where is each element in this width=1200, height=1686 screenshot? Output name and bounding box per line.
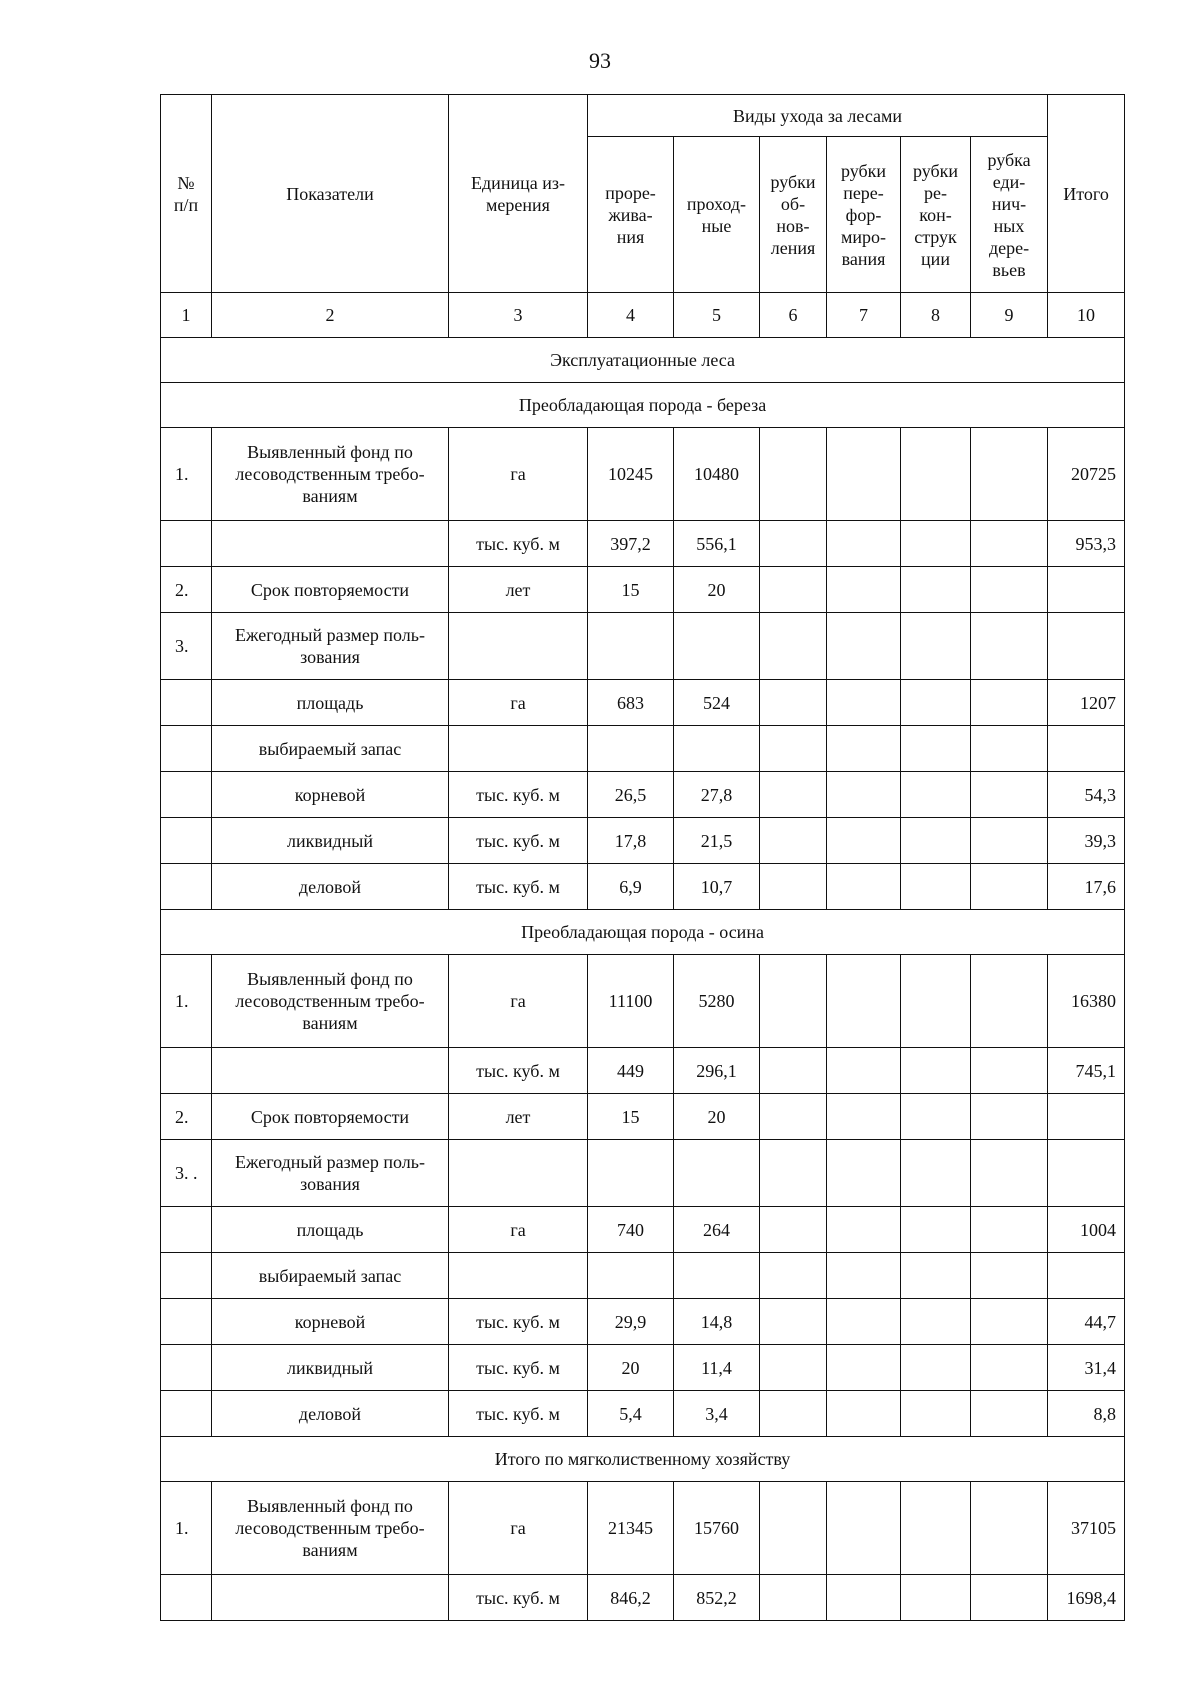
table-row <box>161 521 1125 567</box>
value-cell <box>901 680 971 726</box>
total-cell: 54,3 <box>1048 772 1125 818</box>
total-cell: 745,1 <box>1048 1048 1125 1094</box>
total-cell: 16380 <box>1048 955 1125 1048</box>
section-row-title: Преобладающая порода - береза <box>161 383 1125 428</box>
value-cell <box>827 1253 901 1299</box>
indicator-name: Выявленный фонд по лесоводственным требо- ваниям <box>212 1482 449 1575</box>
row-number <box>161 1299 212 1345</box>
indicator-name: Срок повторяемости <box>212 1094 449 1140</box>
value-cell: 10245 <box>588 428 674 521</box>
total-cell: 44,7 <box>1048 1299 1125 1345</box>
indicator-name: Выявленный фонд по лесоводственным требо- ваниям <box>212 428 449 521</box>
row-number: 1. <box>161 1482 212 1575</box>
value-cell <box>760 567 827 613</box>
value-cell <box>827 428 901 521</box>
column-number-2: 2 <box>212 293 449 338</box>
row-number <box>161 1575 212 1621</box>
value-cell <box>901 1391 971 1437</box>
value-cell <box>760 818 827 864</box>
value-cell <box>760 1482 827 1575</box>
row-number: 3. . <box>161 1140 212 1207</box>
value-cell <box>760 680 827 726</box>
value-cell: 3,4 <box>674 1391 760 1437</box>
total-cell: 39,3 <box>1048 818 1125 864</box>
value-cell: 740 <box>588 1207 674 1253</box>
value-cell <box>760 1207 827 1253</box>
unit-cell: лет <box>449 567 588 613</box>
value-cell: 27,8 <box>674 772 760 818</box>
unit-cell <box>449 613 588 680</box>
value-cell <box>971 818 1048 864</box>
value-cell <box>827 680 901 726</box>
value-cell: 524 <box>674 680 760 726</box>
column-number-5: 5 <box>674 293 760 338</box>
value-cell: 11,4 <box>674 1345 760 1391</box>
value-cell <box>971 1094 1048 1140</box>
table-row <box>161 1575 1125 1621</box>
indicator-name: Срок повторяемости <box>212 567 449 613</box>
value-cell <box>901 1094 971 1140</box>
section-row-title: Преобладающая порода - осина <box>161 910 1125 955</box>
value-cell <box>760 1299 827 1345</box>
header-type-1: проре- жива- ния <box>588 137 674 293</box>
indicator-name: площадь <box>212 680 449 726</box>
value-cell <box>827 1299 901 1345</box>
total-cell: 1004 <box>1048 1207 1125 1253</box>
value-cell: 846,2 <box>588 1575 674 1621</box>
section-row <box>161 910 1125 955</box>
value-cell <box>971 1048 1048 1094</box>
column-number-8: 8 <box>901 293 971 338</box>
indicator-name: ликвидный <box>212 818 449 864</box>
total-cell: 20725 <box>1048 428 1125 521</box>
value-cell <box>971 1299 1048 1345</box>
value-cell <box>760 521 827 567</box>
indicator-name: деловой <box>212 1391 449 1437</box>
value-cell: 17,8 <box>588 818 674 864</box>
value-cell <box>827 1575 901 1621</box>
unit-cell <box>449 1253 588 1299</box>
value-cell <box>901 1482 971 1575</box>
value-cell <box>588 1140 674 1207</box>
table-row <box>161 864 1125 910</box>
value-cell <box>971 1253 1048 1299</box>
row-number: 1. <box>161 428 212 521</box>
table-row <box>161 680 1125 726</box>
header-no: № п/п <box>161 95 212 293</box>
value-cell <box>760 1575 827 1621</box>
value-cell <box>901 428 971 521</box>
value-cell <box>901 1575 971 1621</box>
indicator-name: Ежегодный размер поль- зования <box>212 613 449 680</box>
value-cell: 15 <box>588 1094 674 1140</box>
value-cell <box>827 1482 901 1575</box>
header-type-6: рубка еди- нич- ных дере- вьев <box>971 137 1048 293</box>
value-cell: 296,1 <box>674 1048 760 1094</box>
column-number-3: 3 <box>449 293 588 338</box>
column-number-7: 7 <box>827 293 901 338</box>
row-number <box>161 1207 212 1253</box>
table-row <box>161 1391 1125 1437</box>
indicator-name: Выявленный фонд по лесоводственным требо- ваниям <box>212 955 449 1048</box>
value-cell <box>827 567 901 613</box>
value-cell <box>827 1345 901 1391</box>
value-cell <box>674 613 760 680</box>
table-row <box>161 1345 1125 1391</box>
value-cell <box>827 1048 901 1094</box>
row-number <box>161 521 212 567</box>
value-cell <box>901 818 971 864</box>
table-row <box>161 1253 1125 1299</box>
unit-cell <box>449 726 588 772</box>
total-cell <box>1048 726 1125 772</box>
value-cell <box>971 1345 1048 1391</box>
section-row <box>161 383 1125 428</box>
value-cell: 683 <box>588 680 674 726</box>
total-cell <box>1048 1140 1125 1207</box>
value-cell: 20 <box>674 567 760 613</box>
value-cell <box>971 613 1048 680</box>
value-cell <box>674 726 760 772</box>
row-number <box>161 1253 212 1299</box>
value-cell <box>760 613 827 680</box>
table-row <box>161 772 1125 818</box>
value-cell <box>901 1140 971 1207</box>
value-cell <box>588 726 674 772</box>
forest-care-table <box>160 94 1125 1621</box>
value-cell: 556,1 <box>674 521 760 567</box>
row-number <box>161 818 212 864</box>
value-cell <box>827 955 901 1048</box>
row-number <box>161 680 212 726</box>
unit-cell: тыс. куб. м <box>449 1391 588 1437</box>
table-row <box>161 428 1125 521</box>
unit-cell: тыс. куб. м <box>449 521 588 567</box>
total-cell <box>1048 567 1125 613</box>
table-row <box>161 567 1125 613</box>
value-cell <box>971 726 1048 772</box>
unit-cell: тыс. куб. м <box>449 1299 588 1345</box>
indicator-name: деловой <box>212 864 449 910</box>
value-cell <box>674 1253 760 1299</box>
indicator-name: выбираемый запас <box>212 1253 449 1299</box>
value-cell: 29,9 <box>588 1299 674 1345</box>
value-cell <box>827 1391 901 1437</box>
total-cell <box>1048 613 1125 680</box>
value-cell <box>827 818 901 864</box>
row-number <box>161 726 212 772</box>
unit-cell <box>449 1140 588 1207</box>
value-cell <box>760 1253 827 1299</box>
table-row <box>161 818 1125 864</box>
value-cell <box>827 1140 901 1207</box>
indicator-name <box>212 521 449 567</box>
indicator-name: Ежегодный размер поль- зования <box>212 1140 449 1207</box>
value-cell <box>971 864 1048 910</box>
total-cell: 1698,4 <box>1048 1575 1125 1621</box>
header-unit: Единица из- мерения <box>449 95 588 293</box>
value-cell <box>827 726 901 772</box>
unit-cell: тыс. куб. м <box>449 1048 588 1094</box>
unit-cell: га <box>449 955 588 1048</box>
forest-type-row-title: Эксплуатационные леса <box>161 338 1125 383</box>
unit-cell: га <box>449 1207 588 1253</box>
value-cell <box>827 521 901 567</box>
row-number <box>161 1391 212 1437</box>
row-number: 1. <box>161 955 212 1048</box>
value-cell <box>971 1207 1048 1253</box>
value-cell: 5280 <box>674 955 760 1048</box>
value-cell <box>901 1253 971 1299</box>
value-cell: 14,8 <box>674 1299 760 1345</box>
table-row <box>161 1207 1125 1253</box>
total-cell: 17,6 <box>1048 864 1125 910</box>
value-cell <box>760 1345 827 1391</box>
value-cell: 10480 <box>674 428 760 521</box>
section-row-title: Итого по мягколиственному хозяйству <box>161 1437 1125 1482</box>
indicator-name: ликвидный <box>212 1345 449 1391</box>
page-number: 93 <box>589 48 611 73</box>
total-cell: 1207 <box>1048 680 1125 726</box>
column-number-10: 10 <box>1048 293 1125 338</box>
value-cell <box>901 1048 971 1094</box>
unit-cell: тыс. куб. м <box>449 1345 588 1391</box>
header-indicator: Показатели <box>212 95 449 293</box>
value-cell: 10,7 <box>674 864 760 910</box>
row-number: 3. <box>161 613 212 680</box>
value-cell: 26,5 <box>588 772 674 818</box>
value-cell: 15760 <box>674 1482 760 1575</box>
value-cell <box>760 864 827 910</box>
value-cell: 20 <box>588 1345 674 1391</box>
indicator-name: корневой <box>212 1299 449 1345</box>
indicator-name <box>212 1575 449 1621</box>
value-cell <box>827 864 901 910</box>
row-number <box>161 1048 212 1094</box>
table-row <box>161 1094 1125 1140</box>
indicator-name: корневой <box>212 772 449 818</box>
value-cell <box>971 955 1048 1048</box>
row-number: 2. <box>161 567 212 613</box>
value-cell <box>760 428 827 521</box>
value-cell <box>971 428 1048 521</box>
unit-cell: тыс. куб. м <box>449 818 588 864</box>
unit-cell: га <box>449 680 588 726</box>
value-cell <box>760 955 827 1048</box>
table-row <box>161 1482 1125 1575</box>
unit-cell: га <box>449 428 588 521</box>
unit-cell: тыс. куб. м <box>449 864 588 910</box>
row-number <box>161 864 212 910</box>
value-cell <box>971 1482 1048 1575</box>
row-number: 2. <box>161 1094 212 1140</box>
header-type-3: рубки об- нов- ления <box>760 137 827 293</box>
total-cell <box>1048 1094 1125 1140</box>
value-cell <box>901 726 971 772</box>
header-total: Итого <box>1048 95 1125 293</box>
value-cell <box>827 613 901 680</box>
column-number-1: 1 <box>161 293 212 338</box>
column-number-9: 9 <box>971 293 1048 338</box>
forest-type-row <box>161 338 1125 383</box>
value-cell <box>901 613 971 680</box>
value-cell: 21345 <box>588 1482 674 1575</box>
value-cell <box>760 1048 827 1094</box>
value-cell <box>971 1140 1048 1207</box>
value-cell: 449 <box>588 1048 674 1094</box>
indicator-name: площадь <box>212 1207 449 1253</box>
header-type-2: проход- ные <box>674 137 760 293</box>
total-cell: 37105 <box>1048 1482 1125 1575</box>
table-row <box>161 1140 1125 1207</box>
value-cell <box>971 567 1048 613</box>
value-cell <box>901 864 971 910</box>
table-row <box>161 726 1125 772</box>
value-cell <box>901 521 971 567</box>
value-cell <box>901 1207 971 1253</box>
column-number-6: 6 <box>760 293 827 338</box>
row-number <box>161 1345 212 1391</box>
value-cell <box>971 772 1048 818</box>
value-cell: 397,2 <box>588 521 674 567</box>
value-cell: 264 <box>674 1207 760 1253</box>
total-cell: 31,4 <box>1048 1345 1125 1391</box>
value-cell <box>588 613 674 680</box>
header-type-4: рубки пере- фор- миро- вания <box>827 137 901 293</box>
value-cell <box>971 521 1048 567</box>
value-cell <box>971 1575 1048 1621</box>
total-cell: 953,3 <box>1048 521 1125 567</box>
unit-cell: тыс. куб. м <box>449 1575 588 1621</box>
column-number-4: 4 <box>588 293 674 338</box>
value-cell <box>760 1140 827 1207</box>
unit-cell: тыс. куб. м <box>449 772 588 818</box>
value-cell <box>971 1391 1048 1437</box>
value-cell <box>901 955 971 1048</box>
unit-cell: лет <box>449 1094 588 1140</box>
value-cell <box>901 1345 971 1391</box>
value-cell <box>827 772 901 818</box>
table-row <box>161 1299 1125 1345</box>
value-cell: 852,2 <box>674 1575 760 1621</box>
value-cell <box>760 726 827 772</box>
value-cell <box>901 1299 971 1345</box>
section-row <box>161 1437 1125 1482</box>
value-cell <box>674 1140 760 1207</box>
value-cell: 11100 <box>588 955 674 1048</box>
value-cell <box>901 772 971 818</box>
unit-cell: га <box>449 1482 588 1575</box>
value-cell <box>760 1094 827 1140</box>
value-cell <box>588 1253 674 1299</box>
indicator-name: выбираемый запас <box>212 726 449 772</box>
value-cell: 15 <box>588 567 674 613</box>
total-cell: 8,8 <box>1048 1391 1125 1437</box>
value-cell: 6,9 <box>588 864 674 910</box>
value-cell <box>760 772 827 818</box>
row-number <box>161 772 212 818</box>
total-cell <box>1048 1253 1125 1299</box>
table-row <box>161 955 1125 1048</box>
value-cell: 21,5 <box>674 818 760 864</box>
value-cell <box>971 680 1048 726</box>
header-type-5: рубки ре- кон- струк ции <box>901 137 971 293</box>
table-row <box>161 1048 1125 1094</box>
indicator-name <box>212 1048 449 1094</box>
value-cell <box>760 1391 827 1437</box>
value-cell <box>827 1207 901 1253</box>
header-care-types-group: Виды ухода за лесами <box>588 95 1048 137</box>
value-cell <box>827 1094 901 1140</box>
value-cell: 5,4 <box>588 1391 674 1437</box>
table-row <box>161 613 1125 680</box>
value-cell: 20 <box>674 1094 760 1140</box>
value-cell <box>901 567 971 613</box>
